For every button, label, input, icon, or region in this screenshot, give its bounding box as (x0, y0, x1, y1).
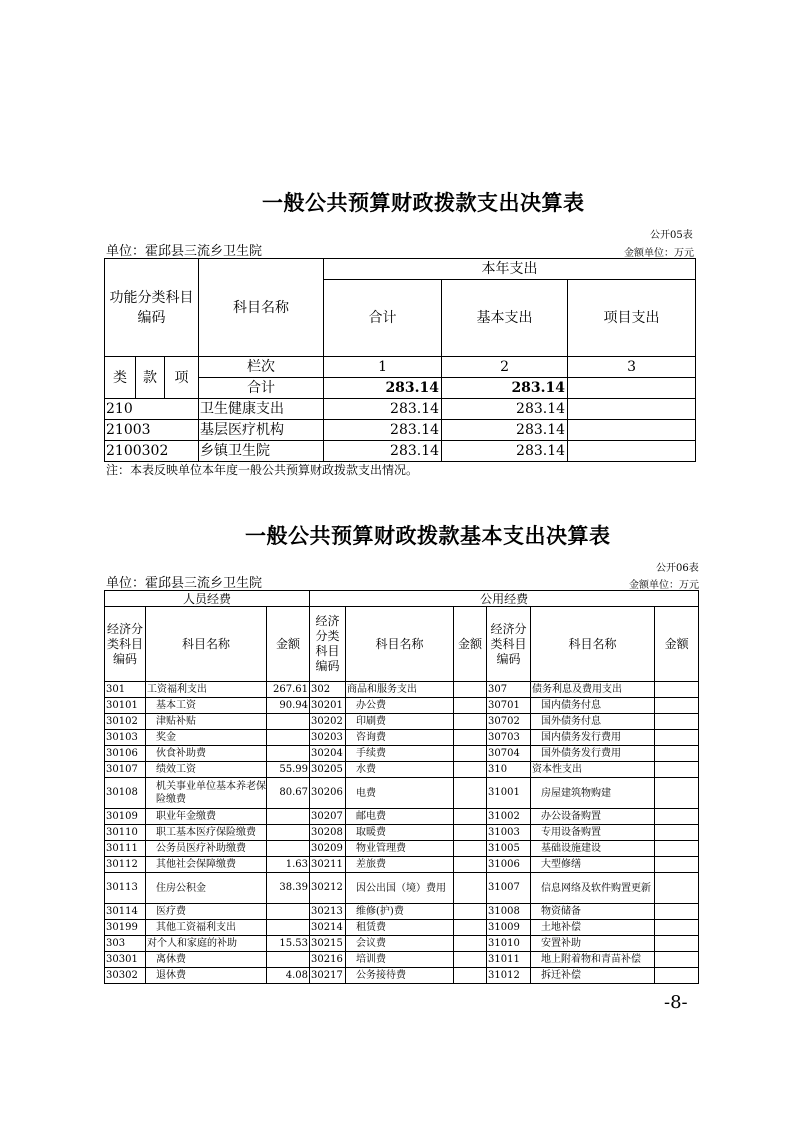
table-row (105, 936, 699, 952)
page-number: -8- (664, 992, 688, 1013)
group-2-amount (454, 936, 487, 952)
row-code: 210 (105, 399, 199, 420)
row-project (568, 441, 696, 462)
group-2-code: 302 (310, 682, 346, 698)
basic-header: 基本支出 (442, 280, 568, 357)
group-3-code: 31007 (487, 873, 531, 904)
name-header-c: 科目名称 (531, 607, 655, 682)
group-1-name: 职工基本医疗保险缴费 (146, 825, 267, 841)
group-3-code: 31003 (487, 825, 531, 841)
group-1-amount (267, 809, 310, 825)
group-1-name: 基本工资 (146, 698, 267, 714)
group-1-code: 30102 (105, 714, 146, 730)
subject-name-header: 科目名称 (199, 259, 324, 357)
group-3-amount (655, 936, 699, 952)
table-row (105, 904, 699, 920)
name-header-a: 科目名称 (146, 607, 267, 682)
table-row (105, 825, 699, 841)
group-3-name: 物资储备 (531, 904, 655, 920)
group-3-amount (655, 841, 699, 857)
group-3-name: 拆迁补偿 (531, 968, 655, 984)
amount-header-a: 金额 (267, 607, 310, 682)
table-row (105, 920, 699, 936)
group-2-amount (454, 968, 487, 984)
group-3-code: 31009 (487, 920, 531, 936)
table1-note: 注：本表反映单位本年度一般公共预算财政拨款支出情况。 (106, 463, 419, 477)
row-total: 283.14 (324, 441, 442, 462)
group-1-amount: 15.53 (267, 936, 310, 952)
group-1-code: 30114 (105, 904, 146, 920)
table-row (105, 873, 699, 904)
group-3-name: 安置补助 (531, 936, 655, 952)
group-2-name: 差旅费 (346, 857, 454, 873)
group-2-amount (454, 714, 487, 730)
table1-unit-org: 单位：霍邱县三流乡卫生院 (106, 244, 263, 259)
group-1-amount (267, 952, 310, 968)
group-1-amount: 80.67 (267, 778, 310, 809)
col-number-1: 1 (324, 357, 442, 378)
group-2-code: 30204 (310, 746, 346, 762)
group-2-name: 电费 (346, 778, 454, 809)
group-2-name: 印刷费 (346, 714, 454, 730)
group-2-name: 水费 (346, 762, 454, 778)
table2-code: 公开06表 (656, 563, 699, 574)
group-3-name: 国外债务付息 (531, 714, 655, 730)
group-3-code: 310 (487, 762, 531, 778)
group-1-code: 30108 (105, 778, 146, 809)
group-1-amount (267, 714, 310, 730)
group-3-name: 土地补偿 (531, 920, 655, 936)
group-1-code: 30103 (105, 730, 146, 746)
group-1-amount (267, 825, 310, 841)
group-1-code: 30111 (105, 841, 146, 857)
group-3-code: 30701 (487, 698, 531, 714)
group-3-amount (655, 778, 699, 809)
group-3-amount (655, 952, 699, 968)
group-2-name: 公务接待费 (346, 968, 454, 984)
group-1-name: 奖金 (146, 730, 267, 746)
table-row (105, 841, 699, 857)
group-2-amount (454, 920, 487, 936)
table1-unit-money: 金额单位：万元 (624, 248, 694, 259)
group-3-amount (655, 746, 699, 762)
table2 (104, 590, 699, 984)
group-1-amount (267, 746, 310, 762)
group-1-amount: 38.39 (267, 873, 310, 904)
group-2-amount (454, 762, 487, 778)
group-3-amount (655, 714, 699, 730)
group-3-amount (655, 762, 699, 778)
group-2-name: 咨询费 (346, 730, 454, 746)
group-2-code: 30208 (310, 825, 346, 841)
table2-title: 一般公共预算财政拨款基本支出决算表 (245, 523, 611, 548)
group-2-code: 30211 (310, 857, 346, 873)
group-3-code: 307 (487, 682, 531, 698)
personnel-header: 人员经费 (105, 591, 310, 607)
public-header: 公用经费 (310, 591, 699, 607)
group-2-code: 30206 (310, 778, 346, 809)
group-2-amount (454, 778, 487, 809)
group-2-code: 30214 (310, 920, 346, 936)
group-3-amount (655, 825, 699, 841)
group-3-code: 31011 (487, 952, 531, 968)
amount-header-b: 金额 (454, 607, 487, 682)
group-2-amount (454, 682, 487, 698)
group-1-amount (267, 920, 310, 936)
project-header: 项目支出 (568, 280, 696, 357)
lanci-label: 栏次 (199, 357, 324, 378)
group-3-amount (655, 730, 699, 746)
group-1-name: 伙食补助费 (146, 746, 267, 762)
table-row (105, 968, 699, 984)
econ-code-header-a: 经济分类科目编码 (105, 607, 146, 682)
group-3-amount (655, 968, 699, 984)
econ-code-header-b: 经济分类科目编码 (310, 607, 346, 682)
row-basic: 283.14 (442, 441, 568, 462)
group-3-name: 债务利息及费用支出 (531, 682, 655, 698)
group-2-code: 30205 (310, 762, 346, 778)
group-2-code: 30217 (310, 968, 346, 984)
table1 (104, 258, 696, 462)
econ-code-header-c: 经济分类科目编码 (487, 607, 531, 682)
row-name: 卫生健康支出 (199, 399, 324, 420)
table-row (105, 399, 696, 420)
total-label: 合计 (199, 378, 324, 399)
func-code-header: 功能分类科目编码 (105, 259, 199, 357)
group-1-name: 工资福利支出 (146, 682, 267, 698)
current-year-header: 本年支出 (324, 259, 696, 280)
name-header-b: 科目名称 (346, 607, 454, 682)
table2-unit-org: 单位：霍邱县三流乡卫生院 (106, 576, 263, 591)
group-1-name: 绩效工资 (146, 762, 267, 778)
group-3-name: 办公设备购置 (531, 809, 655, 825)
total-amount: 283.14 (324, 378, 442, 399)
group-1-code: 30101 (105, 698, 146, 714)
group-2-amount (454, 904, 487, 920)
group-1-code: 30113 (105, 873, 146, 904)
group-3-name: 信息网络及软件购置更新 (531, 873, 655, 904)
total-header: 合计 (324, 280, 442, 357)
table-row (105, 857, 699, 873)
table-row (105, 420, 696, 441)
lei-header: 类 (105, 357, 136, 399)
group-2-name: 办公费 (346, 698, 454, 714)
kuan-header: 款 (136, 357, 165, 399)
group-2-code: 30209 (310, 841, 346, 857)
group-1-code: 303 (105, 936, 146, 952)
table-row (105, 809, 699, 825)
group-2-name: 租赁费 (346, 920, 454, 936)
row-code: 21003 (105, 420, 199, 441)
group-1-amount: 4.08 (267, 968, 310, 984)
group-2-name: 取暖费 (346, 825, 454, 841)
group-2-amount (454, 873, 487, 904)
group-2-code: 30201 (310, 698, 346, 714)
row-basic: 283.14 (442, 420, 568, 441)
group-2-code: 30202 (310, 714, 346, 730)
group-1-amount: 1.63 (267, 857, 310, 873)
group-1-amount (267, 730, 310, 746)
group-3-amount (655, 682, 699, 698)
group-3-name: 基础设施建设 (531, 841, 655, 857)
group-1-code: 30112 (105, 857, 146, 873)
group-2-name: 手续费 (346, 746, 454, 762)
row-name: 基层医疗机构 (199, 420, 324, 441)
group-2-name: 邮电费 (346, 809, 454, 825)
group-3-amount (655, 698, 699, 714)
row-basic: 283.14 (442, 399, 568, 420)
group-3-amount (655, 920, 699, 936)
group-3-name: 资本性支出 (531, 762, 655, 778)
row-total: 283.14 (324, 399, 442, 420)
group-1-name: 其他工资福利支出 (146, 920, 267, 936)
group-2-name: 因公出国（境）费用 (346, 873, 454, 904)
group-3-code: 31010 (487, 936, 531, 952)
group-1-amount: 55.99 (267, 762, 310, 778)
group-1-amount (267, 841, 310, 857)
group-2-name: 会议费 (346, 936, 454, 952)
group-1-name: 离休费 (146, 952, 267, 968)
group-1-amount: 267.61 (267, 682, 310, 698)
group-3-amount (655, 857, 699, 873)
group-1-name: 退休费 (146, 968, 267, 984)
group-3-code: 31012 (487, 968, 531, 984)
group-3-code: 30702 (487, 714, 531, 730)
group-2-amount (454, 698, 487, 714)
group-1-name: 医疗费 (146, 904, 267, 920)
table-row (105, 952, 699, 968)
group-3-name: 房屋建筑物购建 (531, 778, 655, 809)
group-2-code: 30213 (310, 904, 346, 920)
total-basic: 283.14 (442, 378, 568, 399)
group-3-name: 国外债务发行费用 (531, 746, 655, 762)
group-1-amount (267, 904, 310, 920)
group-2-name: 物业管理费 (346, 841, 454, 857)
group-3-code: 31002 (487, 809, 531, 825)
table-row (105, 682, 699, 698)
group-3-code: 30703 (487, 730, 531, 746)
table-row (105, 746, 699, 762)
row-total: 283.14 (324, 420, 442, 441)
group-3-amount (655, 809, 699, 825)
col-number-3: 3 (568, 357, 696, 378)
group-1-code: 301 (105, 682, 146, 698)
amount-header-c: 金额 (655, 607, 699, 682)
group-2-code: 30216 (310, 952, 346, 968)
group-2-name: 维修(护)费 (346, 904, 454, 920)
group-2-amount (454, 746, 487, 762)
group-3-amount (655, 904, 699, 920)
group-2-code: 30203 (310, 730, 346, 746)
table-row (105, 441, 696, 462)
row-name: 乡镇卫生院 (199, 441, 324, 462)
row-project (568, 399, 696, 420)
group-2-amount (454, 809, 487, 825)
row-project (568, 420, 696, 441)
group-2-amount (454, 825, 487, 841)
group-2-code: 30215 (310, 936, 346, 952)
group-1-code: 30302 (105, 968, 146, 984)
group-3-amount (655, 873, 699, 904)
group-1-name: 机关事业单位基本养老保险缴费 (146, 778, 267, 809)
group-1-code: 30109 (105, 809, 146, 825)
group-3-code: 31005 (487, 841, 531, 857)
group-3-code: 30704 (487, 746, 531, 762)
col-number-2: 2 (442, 357, 568, 378)
group-1-code: 30107 (105, 762, 146, 778)
group-3-name: 大型修缮 (531, 857, 655, 873)
group-3-name: 地上附着物和青苗补偿 (531, 952, 655, 968)
group-1-code: 30199 (105, 920, 146, 936)
group-1-name: 住房公积金 (146, 873, 267, 904)
table-row (105, 698, 699, 714)
group-1-name: 对个人和家庭的补助 (146, 936, 267, 952)
table-row (105, 714, 699, 730)
group-2-amount (454, 841, 487, 857)
table-row (105, 730, 699, 746)
group-2-name: 商品和服务支出 (346, 682, 454, 698)
group-1-code: 30106 (105, 746, 146, 762)
group-3-code: 31008 (487, 904, 531, 920)
group-1-name: 津贴补贴 (146, 714, 267, 730)
group-2-name: 培训费 (346, 952, 454, 968)
group-1-amount: 90.94 (267, 698, 310, 714)
table1-code: 公开05表 (650, 230, 693, 241)
group-2-amount (454, 952, 487, 968)
group-2-amount (454, 857, 487, 873)
group-3-name: 专用设备购置 (531, 825, 655, 841)
group-3-name: 国内债务发行费用 (531, 730, 655, 746)
row-code: 2100302 (105, 441, 199, 462)
group-3-code: 31001 (487, 778, 531, 809)
table1-title: 一般公共预算财政拨款支出决算表 (262, 190, 585, 215)
group-2-code: 30212 (310, 873, 346, 904)
table2-unit-money: 金额单位：万元 (629, 580, 699, 591)
group-1-name: 其他社会保障缴费 (146, 857, 267, 873)
group-1-code: 30301 (105, 952, 146, 968)
group-2-code: 30207 (310, 809, 346, 825)
total-project (568, 378, 696, 399)
group-2-amount (454, 730, 487, 746)
xiang-header: 项 (165, 357, 199, 399)
group-3-code: 31006 (487, 857, 531, 873)
table-row (105, 762, 699, 778)
group-1-code: 30110 (105, 825, 146, 841)
table-row (105, 778, 699, 809)
group-3-name: 国内债务付息 (531, 698, 655, 714)
group-1-name: 公务员医疗补助缴费 (146, 841, 267, 857)
group-1-name: 职业年金缴费 (146, 809, 267, 825)
